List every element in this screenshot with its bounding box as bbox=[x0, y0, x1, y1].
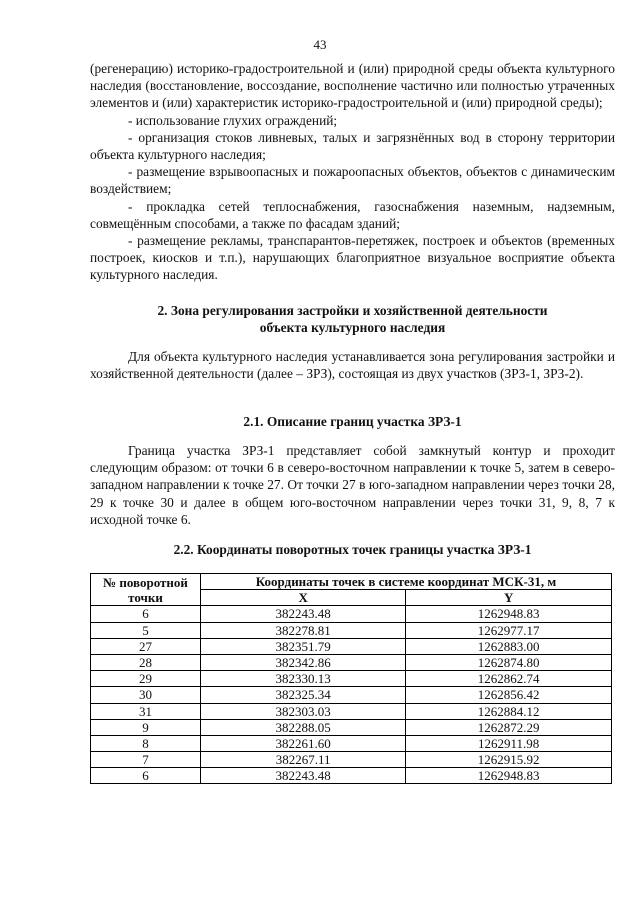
cell-point: 28 bbox=[91, 654, 201, 670]
intro-paragraph: (регенерацию) историко-градостроительной и (или) природной среды объекта культурного наследия (восстановление, воссоздание, восполнение частично или полностью утраченных элементов и (или) характеристик историко-градостроительной и (или) природной среды); bbox=[90, 61, 615, 111]
intro-list-item: - организация стоков ливневых, талых и загрязнённых вод в сторону территории объекта культурного наследия; bbox=[90, 129, 615, 163]
cell-x: 382278.81 bbox=[200, 622, 405, 638]
table-row bbox=[91, 768, 612, 784]
intro-list-item: - размещение рекламы, транспарантов-перетяжек, построек и объектов (временных построек, киосков и т.п.), нарушающих благоприятное визуальное восприятие объекта культурного наследия. bbox=[90, 233, 615, 283]
section-2-1-paragraph: Граница участка ЗРЗ-1 представляет собой замкнутый контур и проходит следующим образом: от точки 6 в северо-восточном направлении к точке 5, затем в северо-западном направлении к точке 27. От точки 27 в юго-западном направлении через точки 28, 29 к точке 30 и далее в общем юго-восточном направлении через точки 31, 9, 8, 7 к исходной точке 6. bbox=[90, 443, 615, 527]
cell-x: 382267.11 bbox=[200, 752, 405, 768]
section-2-heading bbox=[90, 302, 615, 336]
cell-point: 30 bbox=[91, 687, 201, 703]
cell-y: 1262856.42 bbox=[406, 687, 612, 703]
table-row bbox=[91, 752, 612, 768]
section-2-heading-line1: 2. Зона регулирования застройки и хозяйственной деятельности bbox=[157, 303, 548, 318]
table-row bbox=[91, 735, 612, 751]
cell-y: 1262948.83 bbox=[406, 768, 612, 784]
cell-x: 382330.13 bbox=[200, 671, 405, 687]
cell-point: 9 bbox=[91, 719, 201, 735]
section-2-1-text-block bbox=[90, 442, 615, 528]
intro-list-item: - прокладка сетей теплоснабжения, газоснабжения наземным, надземным, совмещённым способами, а также по фасадам зданий; bbox=[90, 198, 615, 231]
cell-y: 1262883.00 bbox=[406, 638, 612, 654]
cell-x: 382325.34 bbox=[200, 687, 405, 703]
intro-list-item: - размещение взрывоопасных и пожароопасных объектов, объектов с динамическим воздействием; bbox=[90, 164, 615, 197]
intro-list-item: - использование глухих ограждений; bbox=[128, 112, 338, 128]
table-row bbox=[91, 654, 612, 670]
cell-y: 1262948.83 bbox=[406, 606, 612, 622]
cell-y: 1262977.17 bbox=[406, 622, 612, 638]
header-point-line1: № поворотной bbox=[103, 574, 188, 590]
cell-point: 7 bbox=[91, 752, 201, 768]
cell-y: 1262915.92 bbox=[406, 752, 612, 768]
cell-point: 31 bbox=[91, 703, 201, 719]
header-point-number bbox=[91, 574, 201, 606]
header-y: Y bbox=[406, 590, 612, 606]
cell-point: 8 bbox=[91, 735, 201, 751]
coordinates-table bbox=[90, 573, 612, 784]
table-row bbox=[91, 622, 612, 638]
cell-y: 1262911.98 bbox=[406, 735, 612, 751]
cell-x: 382261.60 bbox=[200, 735, 405, 751]
page-number: 43 bbox=[313, 37, 327, 52]
table-row bbox=[91, 703, 612, 719]
table-row bbox=[91, 638, 612, 654]
cell-x: 382243.48 bbox=[200, 768, 405, 784]
cell-point: 5 bbox=[91, 622, 201, 638]
cell-y: 1262872.29 bbox=[406, 719, 612, 735]
intro-text-block bbox=[90, 60, 615, 284]
header-coordinates: Координаты точек в системе координат МСК-31, м bbox=[200, 574, 611, 590]
section-2-heading-line2: объекта культурного наследия bbox=[259, 320, 446, 335]
header-x: X bbox=[200, 590, 405, 606]
cell-x: 382351.79 bbox=[200, 638, 405, 654]
cell-point: 6 bbox=[91, 768, 201, 784]
cell-point: 6 bbox=[91, 606, 201, 622]
cell-x: 382303.03 bbox=[200, 703, 405, 719]
table-row bbox=[91, 606, 612, 622]
cell-y: 1262874.80 bbox=[406, 654, 612, 670]
cell-x: 382342.86 bbox=[200, 654, 405, 670]
section-2-2-heading: 2.2. Координаты поворотных точек границы участка ЗРЗ-1 bbox=[173, 542, 532, 557]
header-point-line2: точки bbox=[128, 589, 163, 605]
table-row bbox=[91, 687, 612, 703]
cell-x: 382288.05 bbox=[200, 719, 405, 735]
table-row bbox=[91, 671, 612, 687]
cell-y: 1262862.74 bbox=[406, 671, 612, 687]
section-2-text-block bbox=[90, 348, 615, 382]
section-2-1-heading: 2.1. Описание границ участка ЗРЗ-1 bbox=[243, 414, 462, 429]
section-2-paragraph: Для объекта культурного наследия устанавливается зона регулирования застройки и хозяйственной деятельности (далее – ЗРЗ), состоящая из двух участков (ЗРЗ-1, ЗРЗ-2). bbox=[90, 349, 615, 382]
cell-point: 27 bbox=[91, 638, 201, 654]
cell-point: 29 bbox=[91, 671, 201, 687]
cell-x: 382243.48 bbox=[200, 606, 405, 622]
cell-y: 1262884.12 bbox=[406, 703, 612, 719]
table-header-row bbox=[91, 574, 612, 590]
table-row bbox=[91, 719, 612, 735]
